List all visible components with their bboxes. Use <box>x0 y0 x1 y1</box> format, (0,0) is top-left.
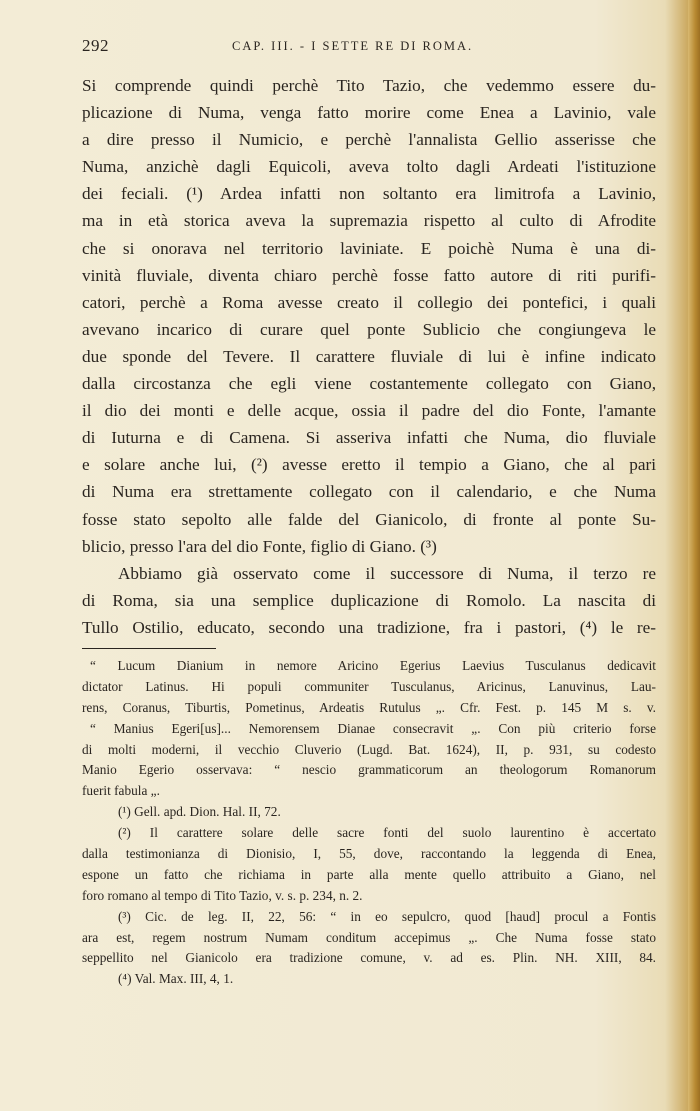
text-line: di Roma, sia una semplice duplicazione di Romolo. La nascita di <box>82 590 656 610</box>
footnote-line: “ Lucum Dianium in nemore Aricino Egerius Laevius Tusculanus dedicavit <box>90 658 656 673</box>
text-line: di Numa era strettamente collegato con il calendario, e che Numa <box>82 482 656 502</box>
page-number: 292 <box>82 36 109 55</box>
text-line: catori, perchè a Roma avesse creato il collegio dei pontefici, i quali <box>82 292 656 312</box>
running-title: CAP. III. - I SETTE RE DI ROMA. <box>232 39 474 53</box>
text-line: Abbiamo già osservato come il successore di Numa, il terzo re <box>118 563 656 583</box>
page-header <box>82 36 662 58</box>
footnote-line: fuerit fabula „. <box>82 783 160 799</box>
text-line: ma in età storica aveva la supremazia rispetto al culto di Afrodite <box>82 211 656 231</box>
footnote-line: Manio Egerio osservava: “ nescio grammaticorum an theologorum Romanorum <box>82 762 656 778</box>
text-line: blicio, presso l'ara del dio Fonte, figlio di Giano. (³) <box>82 536 437 556</box>
footnote-line: espone un fatto che richiama in parte alla mente quello attribuito a Giano, nel <box>82 866 656 882</box>
text-line: che si onorava nel territorio laviniate. E poichè Numa è una di- <box>82 238 656 258</box>
text-line: dalla circostanza che egli viene costantemente collegato con Giano, <box>82 374 656 394</box>
text-line: il dio dei monti e delle acque, ossia il padre del dio Fonte, l'amante <box>82 401 656 421</box>
text-line: dei feciali. (¹) Ardea infatti non soltanto era limitrofa a Lavinio, <box>82 184 656 204</box>
footnote-line: rens, Coranus, Tiburtis, Pometinus, Ardeatis Rutulus „. Cfr. Fest. p. 145 M s. v. <box>82 699 656 715</box>
text-line: Numa, anzichè dagli Equicoli, aveva tolto dagli Ardeati l'istituzione <box>82 157 656 177</box>
text-line: Tullo Ostilio, educato, secondo una tradizione, fra i pastori, (⁴) le re- <box>82 617 656 637</box>
text-line: di Iuturna e di Camena. Si asseriva infatti che Numa, dio fluviale <box>82 428 656 448</box>
text-line: due sponde del Tevere. Il carattere fluviale di lui è infine indicato <box>82 346 656 366</box>
footnotes <box>82 656 656 990</box>
footnote-line: foro romano al tempo di Tito Tazio, v. s. p. 234, n. 2. <box>82 887 363 903</box>
footnote-line: “ Manius Egeri[us]... Nemorensem Dianae consecravit „. Con più criterio forse <box>90 720 656 736</box>
footnote-line: dictator Latinus. Hi populi communiter Tusculanus, Aricinus, Lanuvinus, Lau- <box>82 678 656 694</box>
footnote-line: ara est, regem nostrum Numam conditum accepimus „. Che Numa fosse stato <box>82 929 656 945</box>
footnote-line: seppellito nel Gianicolo era tradizione comune, v. ad es. Plin. NH. XIII, 84. <box>82 950 656 966</box>
footnote-1: (¹) Gell. apd. Dion. Hal. II, 72. <box>118 804 281 820</box>
footnote-line: dalla testimonianza di Dionisio, I, 55, dove, raccontando la leggenda di Enea, <box>82 846 656 862</box>
page-edge <box>688 0 700 1111</box>
text-line: avevano incarico di curare quel ponte Sublicio che congiungeva le <box>82 319 656 339</box>
footnote-line: di molti moderni, il vecchio Cluverio (Lugd. Bat. 1624), II, p. 931, su codesto <box>82 741 656 757</box>
footnote-2: (²) Il carattere solare delle sacre fonti del suolo laurentino è accertato <box>118 825 656 841</box>
text-line: vinità fluviale, diventa chiaro perchè fosse fatto autore di riti purifi- <box>82 265 656 285</box>
footnote-3: (³) Cic. de leg. II, 22, 56: “ in eo sepulcro, quod [haud] procul a Fontis <box>118 908 656 924</box>
text-line: fosse stato sepolto alle falde del Gianicolo, di fronte al ponte Su- <box>82 509 656 529</box>
main-text <box>82 72 656 641</box>
footnote-rule <box>82 648 216 649</box>
footnote-4: (⁴) Val. Max. III, 4, 1. <box>118 971 234 987</box>
text-line: e solare anche lui, (²) avesse eretto il tempio a Giano, che al pari <box>82 455 656 475</box>
text-line: plicazione di Numa, venga fatto morire come Enea a Lavinio, vale <box>82 103 656 123</box>
text-line: a dire presso il Numicio, e perchè l'annalista Gellio asserisse che <box>82 130 656 150</box>
text-line: Si comprende quindi perchè Tito Tazio, che vedemmo essere du- <box>82 76 656 95</box>
